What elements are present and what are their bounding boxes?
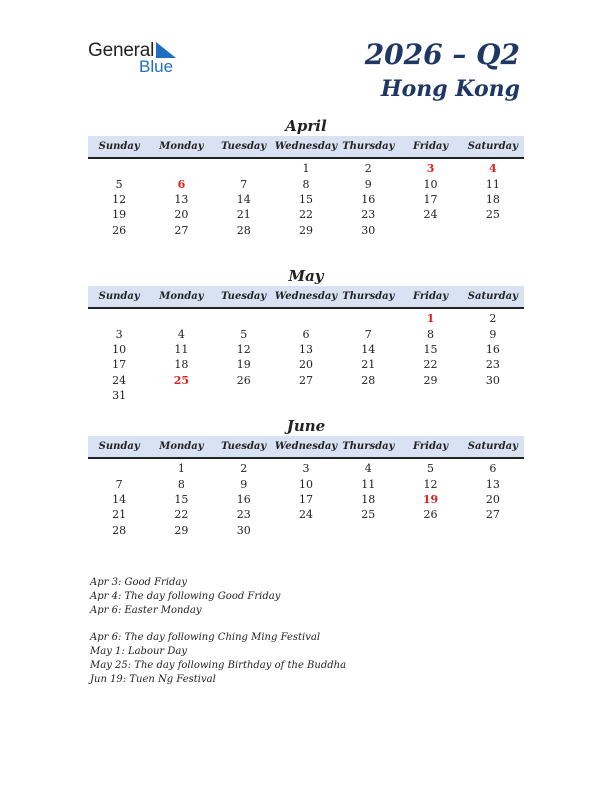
day-grid — [88, 161, 524, 238]
day-cell: 16 — [361, 192, 376, 206]
weekday-label: Tuesday — [221, 141, 267, 152]
weekday-label: Saturday — [467, 141, 518, 152]
day-cell: 31 — [112, 389, 127, 403]
day-cell: 24 — [298, 508, 313, 522]
day-cell: 19 — [236, 358, 251, 372]
holiday-note: Apr 6: Easter Monday — [90, 604, 202, 616]
week-row — [88, 311, 524, 326]
day-cell: 25 — [485, 208, 500, 222]
weekday-label: Tuesday — [221, 291, 267, 302]
week-row — [88, 192, 524, 207]
day-cell: 21 — [112, 508, 127, 522]
day-cell: 9 — [364, 177, 372, 191]
day-cell: 25 — [173, 373, 190, 387]
weekday-label: Friday — [412, 141, 449, 152]
weekday-header — [88, 436, 524, 459]
day-cell: 13 — [485, 477, 500, 491]
day-cell: 7 — [240, 177, 248, 191]
day-cell: 4 — [489, 162, 497, 176]
day-cell: 27 — [298, 373, 313, 387]
day-cell: 24 — [112, 373, 127, 387]
logo-triangle-icon — [156, 42, 176, 58]
day-cell: 8 — [427, 327, 435, 341]
day-cell: 22 — [174, 508, 189, 522]
day-cell: 14 — [112, 492, 127, 506]
weekday-header — [88, 286, 524, 309]
day-cell: 23 — [236, 508, 251, 522]
week-row — [88, 461, 524, 476]
day-cell: 1 — [177, 462, 185, 476]
weekday-header — [88, 136, 524, 159]
week-row — [88, 176, 524, 191]
day-cell: 3 — [115, 327, 123, 341]
day-cell: 18 — [485, 192, 500, 206]
week-row — [88, 223, 524, 238]
day-cell: 27 — [485, 508, 500, 522]
holiday-note: Jun 19: Tuen Ng Festival — [90, 673, 216, 685]
day-cell: 26 — [236, 373, 251, 387]
day-cell: 22 — [423, 358, 438, 372]
day-cell: 27 — [174, 223, 189, 237]
day-cell: 8 — [177, 477, 185, 491]
day-cell: 28 — [361, 373, 376, 387]
day-cell: 20 — [298, 358, 313, 372]
day-cell: 30 — [236, 523, 251, 537]
day-cell: 23 — [485, 358, 500, 372]
logo-text-general: General — [88, 40, 155, 61]
day-cell: 1 — [302, 162, 310, 176]
day-cell: 15 — [423, 342, 438, 356]
weekday-label: Monday — [159, 141, 204, 152]
day-cell: 6 — [302, 327, 310, 341]
weekday-label: Wednesday — [274, 441, 338, 452]
day-cell: 15 — [174, 492, 189, 506]
day-cell: 13 — [298, 342, 313, 356]
weekday-label: Thursday — [342, 291, 395, 302]
weekday-label: Wednesday — [274, 291, 338, 302]
day-cell: 12 — [423, 477, 438, 491]
weekday-label: Sunday — [98, 141, 140, 152]
day-cell: 21 — [236, 208, 251, 222]
day-cell: 7 — [364, 327, 372, 341]
holiday-notes — [90, 576, 346, 687]
weekday-label: Friday — [412, 441, 449, 452]
day-cell: 15 — [298, 192, 313, 206]
day-cell: 19 — [422, 492, 439, 506]
day-cell: 11 — [361, 477, 376, 491]
weekday-label: Friday — [412, 291, 449, 302]
day-cell: 10 — [423, 177, 438, 191]
weekday-label: Thursday — [342, 441, 395, 452]
week-row — [88, 373, 524, 388]
weekday-label: Sunday — [98, 441, 140, 452]
page-title: 2026 – Q2 — [364, 38, 520, 71]
day-cell: 17 — [298, 492, 313, 506]
day-cell: 12 — [236, 342, 251, 356]
day-cell: 28 — [236, 223, 251, 237]
day-cell: 9 — [489, 327, 497, 341]
month-april — [88, 116, 524, 238]
weekday-label: Monday — [159, 441, 204, 452]
day-cell: 12 — [112, 192, 127, 206]
day-cell: 18 — [361, 492, 376, 506]
day-cell: 6 — [177, 177, 186, 191]
day-cell: 3 — [302, 462, 310, 476]
day-cell: 2 — [489, 312, 497, 326]
day-cell: 13 — [174, 192, 189, 206]
weekday-label: Saturday — [467, 291, 518, 302]
day-cell: 17 — [112, 358, 127, 372]
weekday-label: Wednesday — [274, 141, 338, 152]
day-cell: 14 — [361, 342, 376, 356]
week-row — [88, 342, 524, 357]
day-cell: 7 — [115, 477, 123, 491]
holiday-note: Apr 4: The day following Good Friday — [90, 590, 281, 602]
day-cell: 2 — [364, 162, 372, 176]
holiday-note: Apr 6: The day following Ching Ming Festival — [90, 632, 321, 644]
note-spacer — [90, 617, 346, 631]
day-cell: 21 — [361, 358, 376, 372]
day-cell: 10 — [298, 477, 313, 491]
week-row — [88, 326, 524, 341]
week-row — [88, 523, 524, 538]
day-cell: 18 — [174, 358, 189, 372]
weekday-label: Sunday — [98, 291, 140, 302]
month-may — [88, 266, 524, 403]
logo-text-blue: Blue — [139, 57, 174, 76]
day-cell: 29 — [423, 373, 438, 387]
day-cell: 24 — [423, 208, 438, 222]
day-cell: 5 — [115, 177, 123, 191]
day-grid — [88, 461, 524, 538]
day-cell: 3 — [426, 162, 435, 176]
weekday-label: Thursday — [342, 141, 395, 152]
day-cell: 10 — [112, 342, 127, 356]
month-name: May — [288, 267, 324, 285]
day-cell: 25 — [361, 508, 376, 522]
holiday-note: May 1: Labour Day — [90, 646, 187, 658]
day-cell: 5 — [240, 327, 248, 341]
day-cell: 30 — [361, 223, 376, 237]
logo — [88, 40, 188, 76]
weekday-label: Saturday — [467, 441, 518, 452]
day-cell: 16 — [485, 342, 500, 356]
day-cell: 2 — [240, 462, 248, 476]
day-cell: 1 — [426, 312, 435, 326]
day-cell: 4 — [177, 327, 185, 341]
day-cell: 16 — [236, 492, 251, 506]
day-cell: 6 — [489, 462, 497, 476]
month-name: June — [286, 417, 326, 435]
day-cell: 30 — [485, 373, 500, 387]
week-row — [88, 476, 524, 491]
day-cell: 19 — [112, 208, 127, 222]
day-cell: 29 — [174, 523, 189, 537]
holiday-note: May 25: The day following Birthday of the Buddha — [90, 659, 347, 671]
week-row — [88, 161, 524, 176]
day-cell: 29 — [298, 223, 313, 237]
day-cell: 26 — [112, 223, 127, 237]
day-cell: 17 — [423, 192, 438, 206]
page-subtitle: Hong Kong — [380, 76, 520, 102]
weekday-label: Monday — [159, 291, 204, 302]
day-cell: 20 — [174, 208, 189, 222]
day-grid — [88, 311, 524, 403]
week-row — [88, 388, 524, 403]
week-row — [88, 507, 524, 522]
day-cell: 8 — [302, 177, 310, 191]
weekday-label: Tuesday — [221, 441, 267, 452]
day-cell: 20 — [485, 492, 500, 506]
day-cell: 9 — [240, 477, 248, 491]
day-cell: 11 — [485, 177, 500, 191]
day-cell: 22 — [298, 208, 313, 222]
week-row — [88, 492, 524, 507]
holiday-note: Apr 3: Good Friday — [90, 577, 188, 588]
day-cell: 4 — [364, 462, 372, 476]
week-row — [88, 207, 524, 222]
day-cell: 23 — [361, 208, 376, 222]
day-cell: 5 — [427, 462, 435, 476]
day-cell: 11 — [174, 342, 189, 356]
day-cell: 28 — [112, 523, 127, 537]
month-name: April — [285, 117, 327, 135]
month-june — [88, 416, 524, 538]
week-row — [88, 357, 524, 372]
day-cell: 14 — [236, 192, 251, 206]
day-cell: 26 — [423, 508, 438, 522]
